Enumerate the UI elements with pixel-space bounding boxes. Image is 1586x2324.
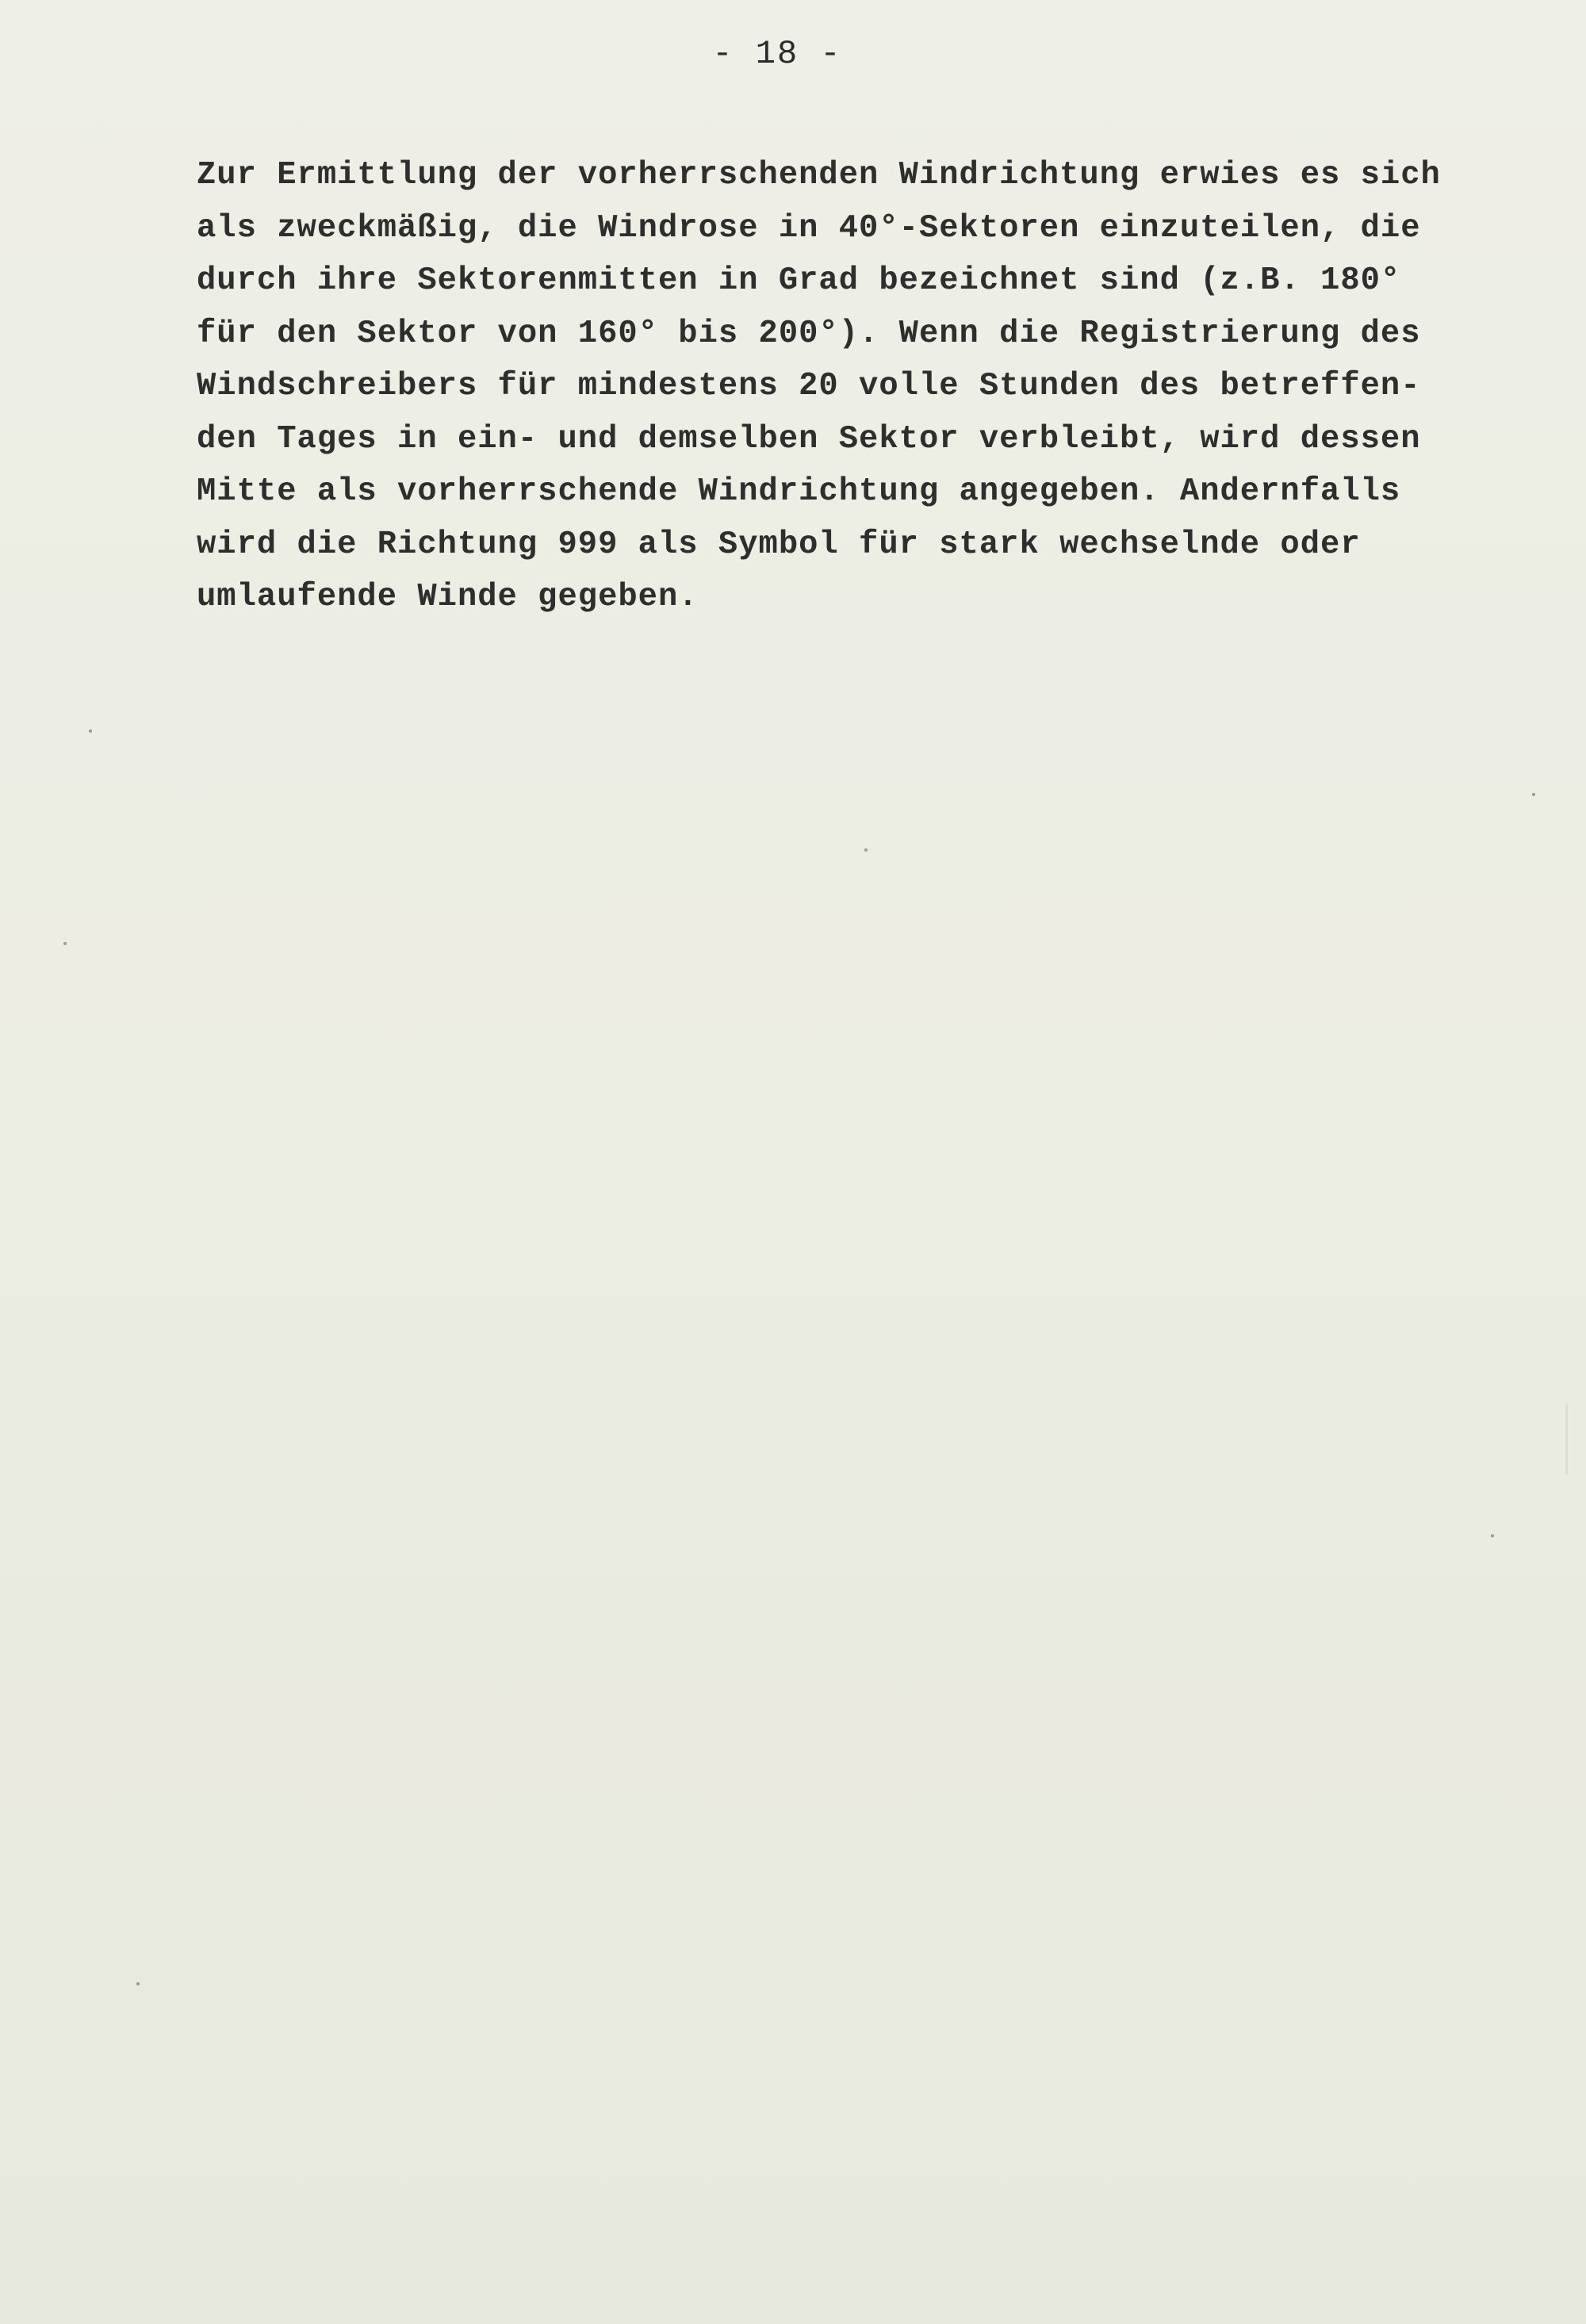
text-line-5: Windschreibers für mindestens 20 volle Stunden des betreffen- <box>197 368 1421 404</box>
text-line-6: den Tages in ein- und demselben Sektor verbleibt, wird dessen <box>197 420 1421 458</box>
paper-speck <box>63 942 67 945</box>
paper-speck <box>864 848 868 852</box>
text-line-4: für den Sektor von 160° bis 200°). Wenn die Registrierung des <box>197 315 1421 352</box>
text-line-1: Zur Ermittlung der vorherrschenden Windrichtung erwies es sich <box>197 157 1441 193</box>
paper-edge-mark <box>1565 1403 1568 1475</box>
text-line-3: durch ihre Sektorenmitten in Grad bezeichnet sind (z.B. 180° <box>197 262 1401 299</box>
text-line-8: wird die Richtung 999 als Symbol für stark wechselnde oder <box>197 526 1361 563</box>
paragraph <box>197 149 1529 624</box>
paper-speck <box>136 1982 140 1985</box>
paper-speck <box>1532 793 1535 796</box>
paper-speck <box>89 729 92 733</box>
paper-speck <box>1491 1534 1494 1537</box>
text-line-9: umlaufende Winde gegeben. <box>197 579 699 615</box>
page-number: - 18 - <box>712 35 842 73</box>
text-line-7: Mitte als vorherrschende Windrichtung angegeben. Andernfalls <box>197 473 1401 510</box>
text-line-2: als zweckmäßig, die Windrose in 40°-Sektoren einzuteilen, die <box>197 209 1421 247</box>
